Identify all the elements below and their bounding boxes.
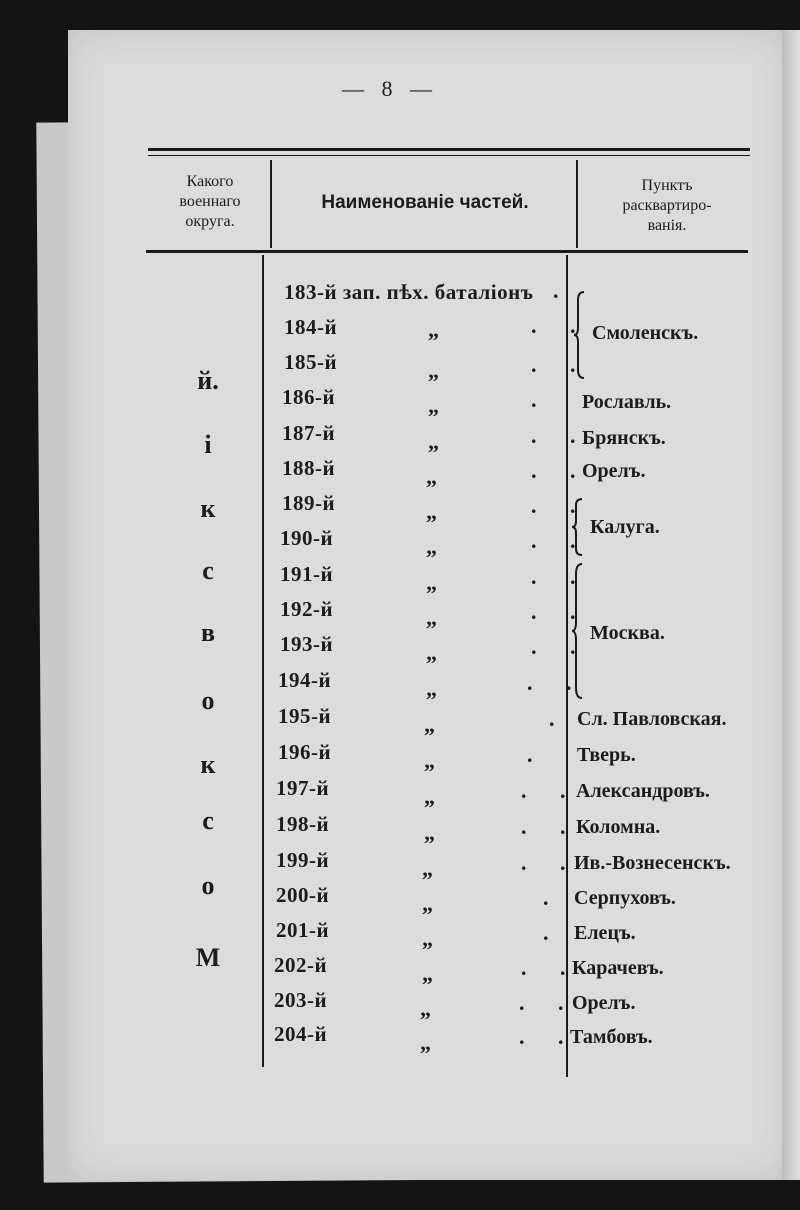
leader-dots: . bbox=[543, 920, 563, 945]
table-row bbox=[0, 704, 800, 740]
location: Елецъ. bbox=[574, 922, 636, 944]
location: Коломна. bbox=[576, 816, 661, 838]
unit-name: 185-й bbox=[284, 350, 338, 374]
table-row bbox=[0, 776, 800, 812]
district-letter: й. bbox=[197, 366, 219, 395]
leader-dots: . . bbox=[531, 528, 590, 553]
ditto-mark: „ bbox=[426, 605, 437, 630]
leader-dots: . bbox=[553, 278, 573, 303]
unit-name: 193-й bbox=[280, 632, 334, 656]
table-row bbox=[0, 597, 800, 633]
leader-dots: . . bbox=[531, 493, 590, 518]
location: Серпуховъ. bbox=[574, 887, 676, 909]
table-top-rule-thin bbox=[148, 155, 750, 156]
brace-kaluga bbox=[572, 497, 586, 557]
unit-name: 194-й bbox=[278, 668, 332, 692]
table-row bbox=[0, 848, 800, 884]
unit-name: 199-й bbox=[276, 848, 330, 872]
leader-dots: . . bbox=[519, 990, 578, 1015]
district-letter: к bbox=[200, 750, 216, 779]
brace-smolensk bbox=[574, 290, 588, 380]
unit-name: 196-й bbox=[278, 740, 332, 764]
district-letter: о bbox=[201, 871, 215, 900]
unit-name: 188-й bbox=[282, 456, 336, 480]
location: Сл. Павловская. bbox=[577, 708, 727, 730]
ditto-mark: „ bbox=[426, 464, 437, 489]
table-row bbox=[0, 421, 800, 457]
location: Орелъ. bbox=[582, 460, 646, 482]
district-letter: с bbox=[202, 556, 214, 585]
unit-name: 203-й bbox=[274, 988, 328, 1012]
leader-dots: . . bbox=[527, 670, 586, 695]
location: Александровъ. bbox=[576, 780, 710, 802]
column-divider-2 bbox=[576, 160, 578, 248]
location: Ив.-Вознесенскъ. bbox=[574, 852, 731, 874]
ditto-mark: „ bbox=[422, 856, 433, 881]
location: Брянскъ. bbox=[582, 427, 666, 449]
ditto-mark: „ bbox=[426, 640, 437, 665]
table-row bbox=[0, 350, 800, 386]
table-top-rule bbox=[148, 148, 750, 151]
unit-name: 189-й bbox=[282, 491, 336, 515]
leader-dots: . . bbox=[521, 778, 580, 803]
location: Карачевъ. bbox=[572, 957, 664, 979]
leader-dots: . bbox=[543, 885, 563, 910]
ditto-mark: „ bbox=[422, 891, 433, 916]
location: Рославль. bbox=[582, 391, 672, 413]
location-kaluga: Калуга. bbox=[590, 516, 660, 538]
ditto-mark: „ bbox=[422, 961, 433, 986]
table-row bbox=[0, 812, 800, 848]
district-letter: і bbox=[204, 430, 212, 459]
header-district: Какого военнаго округа. bbox=[179, 173, 241, 230]
column-divider-1 bbox=[270, 160, 272, 248]
ditto-mark: „ bbox=[422, 926, 433, 951]
ditto-mark: „ bbox=[426, 534, 437, 559]
leader-dots: . . bbox=[531, 352, 590, 377]
location-smolensk: Смоленскъ. bbox=[592, 322, 699, 344]
ditto-mark: „ bbox=[428, 393, 439, 418]
unit-name: 195-й bbox=[278, 704, 332, 728]
leader-dots: . bbox=[527, 742, 547, 767]
unit-name: 192-й bbox=[280, 597, 334, 621]
table-row bbox=[0, 740, 800, 779]
table-row bbox=[0, 632, 800, 668]
unit-name: 202-й bbox=[274, 953, 328, 977]
ditto-mark: „ bbox=[420, 1030, 431, 1055]
unit-name: 187-й bbox=[282, 421, 336, 445]
table-row bbox=[0, 562, 800, 598]
ditto-mark: „ bbox=[424, 784, 435, 809]
table-row bbox=[0, 456, 800, 492]
district-letter: М bbox=[195, 943, 221, 972]
unit-name: 200-й bbox=[276, 883, 330, 907]
ditto-mark: „ bbox=[424, 712, 435, 737]
unit-name: 190-й bbox=[280, 526, 334, 550]
leader-dots: . . bbox=[531, 313, 590, 338]
ditto-mark: „ bbox=[420, 996, 431, 1021]
district-letter: с bbox=[202, 806, 214, 835]
leader-dots: . bbox=[549, 706, 569, 731]
unit-name: 184-й bbox=[284, 315, 338, 339]
location: Орелъ. bbox=[572, 992, 636, 1014]
table-row bbox=[0, 883, 800, 919]
ditto-mark: „ bbox=[428, 317, 439, 342]
leader-dots: . . bbox=[531, 599, 590, 624]
district-letter: о bbox=[201, 686, 215, 715]
header-location: Пунктъ расквартиро- ванія. bbox=[622, 177, 712, 234]
district-letter: в bbox=[200, 618, 216, 647]
ditto-mark: „ bbox=[426, 676, 437, 701]
district-letter: к bbox=[200, 494, 216, 523]
leader-dots: . . bbox=[531, 634, 590, 659]
header-units: Наименованіе частей. bbox=[321, 192, 529, 213]
table-row bbox=[0, 988, 800, 1024]
table-row bbox=[0, 953, 800, 989]
location-moscow: Москва. bbox=[590, 622, 665, 644]
table-row bbox=[0, 491, 800, 527]
table-row bbox=[0, 385, 800, 421]
table-row bbox=[0, 280, 800, 316]
leader-dots: . . bbox=[521, 955, 580, 980]
leader-dots: . . bbox=[519, 1024, 578, 1049]
ditto-mark: „ bbox=[426, 570, 437, 595]
header-bottom-rule bbox=[146, 250, 748, 253]
table-row bbox=[0, 526, 800, 562]
ditto-mark: „ bbox=[426, 499, 437, 524]
leader-dots: . . bbox=[521, 850, 580, 875]
unit-name: 201-й bbox=[276, 918, 330, 942]
table-row bbox=[0, 668, 800, 704]
unit-name: 198-й bbox=[276, 812, 330, 836]
leader-dots: . . bbox=[531, 458, 590, 483]
ditto-mark: „ bbox=[424, 748, 435, 773]
page-number: — 8 — bbox=[342, 76, 438, 101]
ditto-mark: „ bbox=[428, 358, 439, 383]
table-row bbox=[0, 918, 800, 954]
unit-name: 197-й bbox=[276, 776, 330, 800]
unit-name: 191-й bbox=[280, 562, 334, 586]
ditto-mark: „ bbox=[424, 820, 435, 845]
location: Тамбовъ. bbox=[570, 1026, 653, 1048]
leader-dots: . . bbox=[531, 423, 590, 448]
unit-name: 204-й bbox=[274, 1022, 328, 1046]
leader-dots: . . bbox=[521, 814, 580, 839]
leader-dots: . . bbox=[531, 564, 590, 589]
unit-name: 186-й bbox=[282, 385, 336, 409]
leader-dots: . bbox=[531, 387, 551, 412]
location: Тверь. bbox=[577, 744, 636, 766]
table-row bbox=[0, 1022, 800, 1058]
brace-moscow bbox=[572, 562, 586, 700]
ditto-mark: „ bbox=[428, 429, 439, 454]
unit-name: 183-й зап. пѣх. баталіонъ bbox=[284, 280, 534, 304]
